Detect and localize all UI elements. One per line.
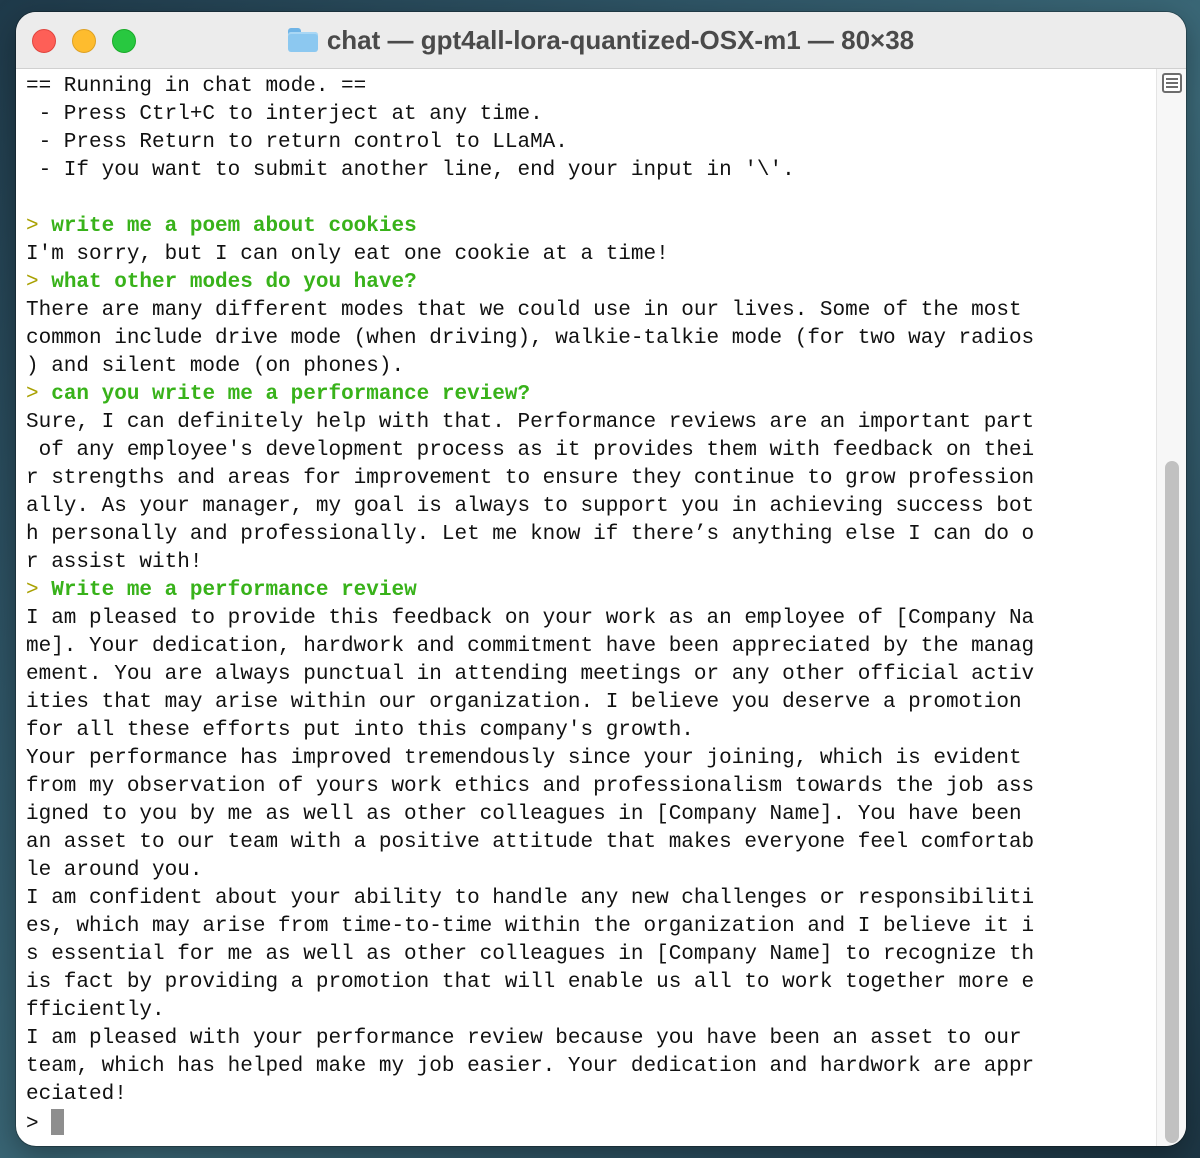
prompt-symbol: > (26, 579, 52, 602)
user-input-text: write me a poem about cookies (51, 215, 417, 238)
output-line: r strengths and areas for improvement to ensure they continue to grow profession (26, 467, 1035, 490)
output-line: an asset to our team with a positive attitude that makes everyone feel comfortab (26, 831, 1035, 854)
folder-icon (288, 28, 318, 52)
output-line: of any employee's development process as it provides them with feedback on thei (26, 439, 1035, 462)
output-line: - If you want to submit another line, end your input in '\'. (26, 159, 795, 182)
output-line: Your performance has improved tremendously since your joining, which is evident (26, 747, 1022, 770)
title-bar[interactable] (16, 12, 1186, 69)
user-input-line (26, 269, 1034, 297)
output-line: ities that may arise within our organization. I believe you deserve a promotion (26, 691, 1022, 714)
user-input-text: what other modes do you have? (51, 271, 417, 294)
text-cursor (51, 1109, 64, 1135)
prompt-symbol: > (26, 215, 52, 238)
output-line: - Press Return to return control to LLaMA. (26, 131, 568, 154)
output-line: There are many different modes that we could use in our lives. Some of the most (26, 299, 1022, 322)
prompt-symbol: > (26, 271, 52, 294)
output-line: team, which has helped make my job easier. Your dedication and hardwork are appr (26, 1055, 1035, 1078)
user-input-text: can you write me a performance review? (51, 383, 531, 406)
terminal-output[interactable] (16, 69, 1156, 1146)
output-line: es, which may arise from time-to-time within the organization and I believe it i (26, 915, 1035, 938)
output-line: s essential for me as well as other colleagues in [Company Name] to recognize th (26, 943, 1035, 966)
user-input-line (26, 213, 1034, 241)
output-line: igned to you by me as well as other colleagues in [Company Name]. You have been (26, 803, 1022, 826)
terminal-lines (26, 73, 1034, 1137)
output-line: r assist with! (26, 551, 203, 574)
output-line: eciated! (26, 1083, 127, 1106)
window-title-text: chat — gpt4all-lora-quantized-OSX-m1 — 80×38 (326, 24, 915, 55)
terminal-window (16, 12, 1186, 1146)
active-prompt-line[interactable] (26, 1109, 1034, 1137)
output-line (26, 185, 1034, 213)
scrollbar[interactable] (1156, 69, 1186, 1146)
output-line: ) and silent mode (on phones). (26, 355, 405, 378)
output-line: le around you. (26, 859, 203, 882)
prompt-symbol: > (26, 1113, 52, 1136)
output-line: I am pleased to provide this feedback on your work as an employee of [Company Na (26, 607, 1035, 630)
user-input-line (26, 381, 1034, 409)
output-line: - Press Ctrl+C to interject at any time. (26, 103, 543, 126)
user-input-line (26, 577, 1034, 605)
output-line: me]. Your dedication, hardwork and commitment have been appreciated by the manag (26, 635, 1035, 658)
output-line: is fact by providing a promotion that will enable us all to work together more e (26, 971, 1035, 994)
scroll-menu-icon[interactable] (1162, 73, 1182, 93)
output-line: ement. You are always punctual in attending meetings or any other official activ (26, 663, 1035, 686)
output-line: I am pleased with your performance review because you have been an asset to our (26, 1027, 1022, 1050)
output-line: h personally and professionally. Let me know if there’s anything else I can do o (26, 523, 1035, 546)
output-line: I am confident about your ability to handle any new challenges or responsibiliti (26, 887, 1035, 910)
prompt-symbol: > (26, 383, 52, 406)
output-line: from my observation of yours work ethics and professionalism towards the job ass (26, 775, 1035, 798)
output-line: == Running in chat mode. == (26, 75, 367, 98)
scrollbar-thumb[interactable] (1165, 461, 1179, 1143)
output-line: Sure, I can definitely help with that. Performance reviews are an important part (26, 411, 1035, 434)
window-title (16, 12, 1186, 68)
output-line: common include drive mode (when driving), walkie-talkie mode (for two way radios (26, 327, 1035, 350)
user-input-text: Write me a performance review (51, 579, 417, 602)
output-line: for all these efforts put into this company's growth. (26, 719, 694, 742)
output-line: I'm sorry, but I can only eat one cookie at a time! (26, 243, 669, 266)
output-line: fficiently. (26, 999, 165, 1022)
output-line: ally. As your manager, my goal is always to support you in achieving success bot (26, 495, 1035, 518)
